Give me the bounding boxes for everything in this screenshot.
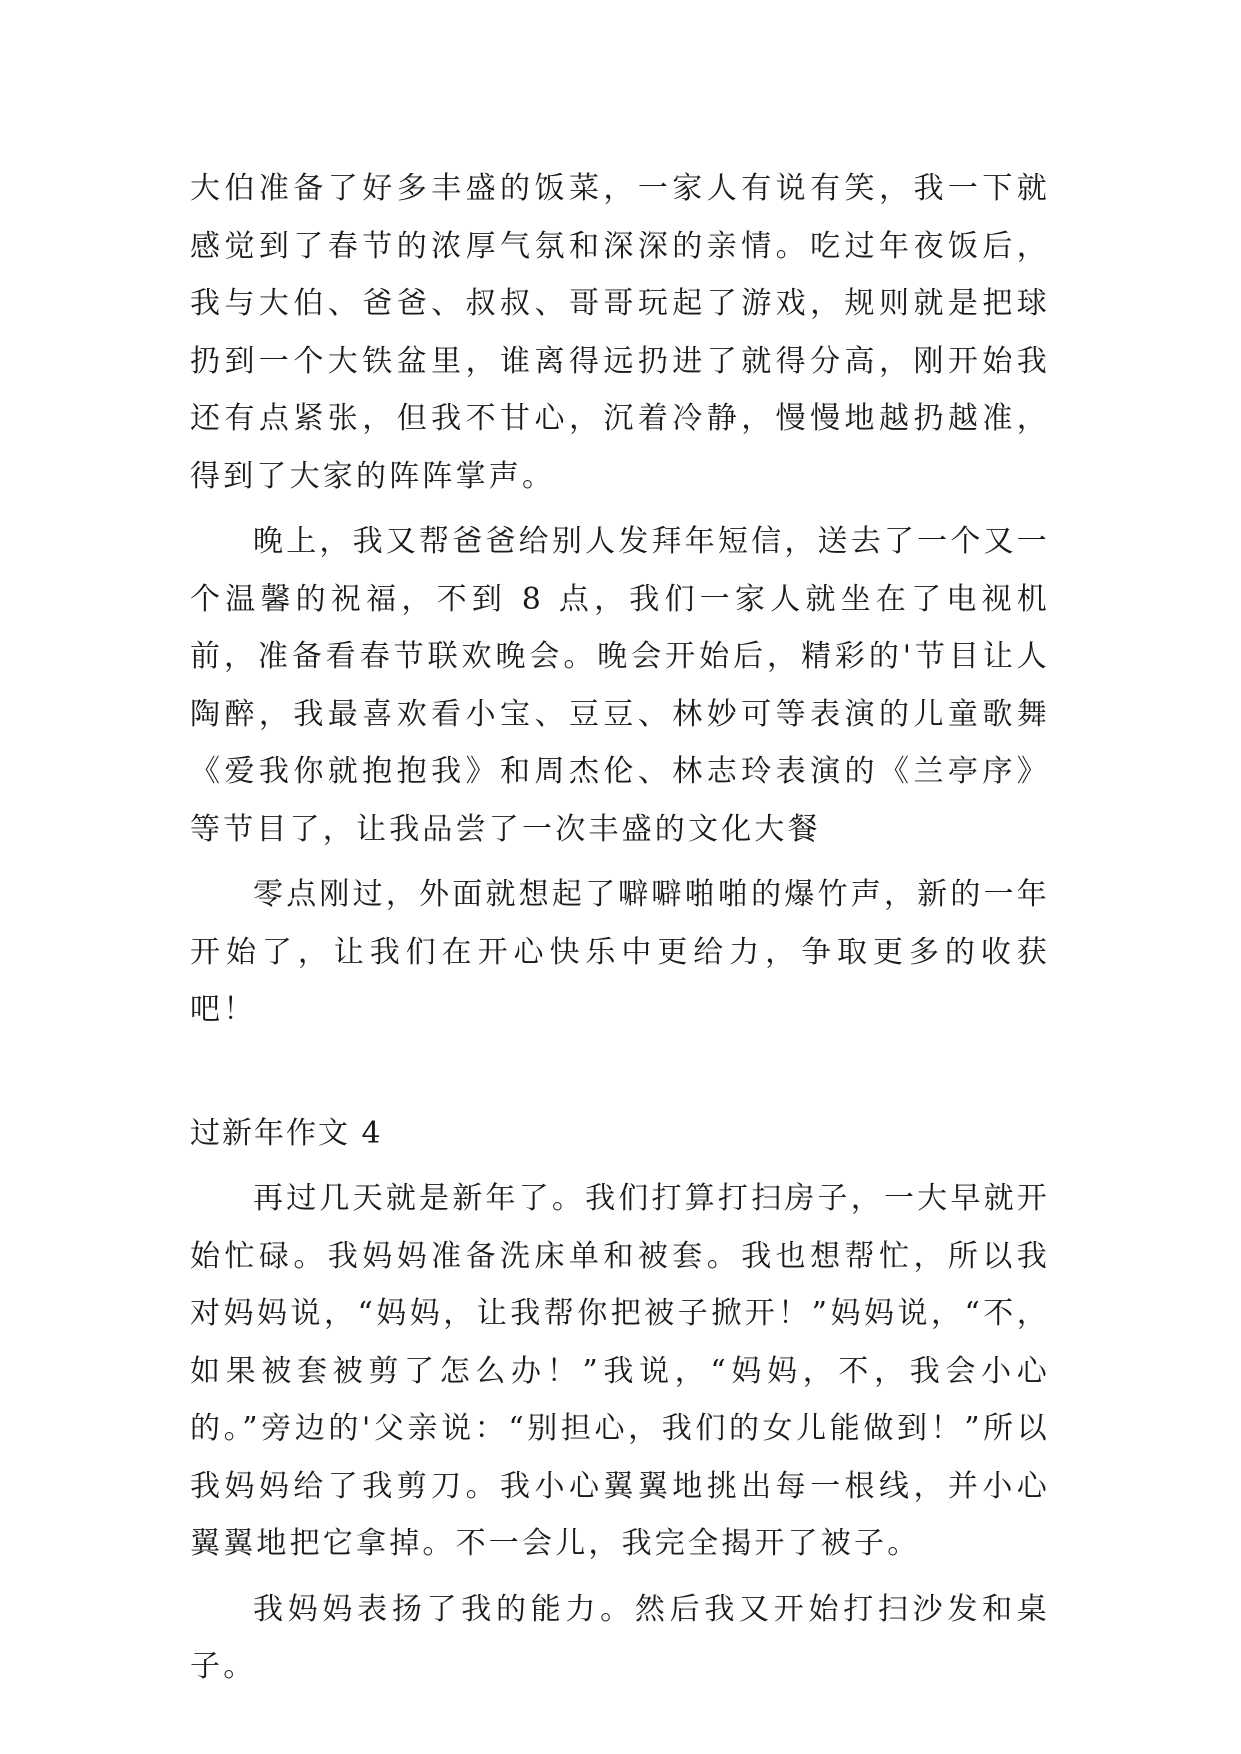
paragraph-midnight: 零点刚过，外面就想起了噼噼啪啪的爆竹声，新的一年开始了，让我们在开心快乐中更给力，争取更多的收获吧！ [190,877,1050,1027]
document-body [190,160,1050,1704]
paragraph-dinner: 大伯准备了好多丰盛的饭菜，一家人有说有笑，我一下就感觉到了春节的浓厚气氛和深深的亲情。吃过年夜饭后，我与大伯、爸爸、叔叔、哥哥玩起了游戏，规则就是把球扔到一个大铁盆里，谁离得远扔进了就得分高，刚开始我还有点紧张，但我不甘心，沉着冷静，慢慢地越扔越准，得到了大家的阵阵掌声。 [190,171,1050,494]
paragraph-praise: 我妈妈表扬了我的能力。然后我又开始打扫沙发和桌子。 [190,1591,1050,1684]
paragraph-cleaning: 再过几天就是新年了。我们打算打扫房子，一大早就开始忙碌。我妈妈准备洗床单和被套。我也想帮忙，所以我对妈妈说，“妈妈，让我帮你把被子掀开！”妈妈说，“不，如果被套被剪了怎么办！”我说，“妈妈，不，我会小心的。”旁边的'父亲说：“别担心，我们的女儿能做到！”所以我妈妈给了我剪刀。我小心翼翼地挑出每一根线，并小心翼翼地把它拿掉。不一会儿，我完全揭开了被子。 [190,1181,1050,1561]
paragraph-gala: 晚上，我又帮爸爸给别人发拜年短信，送去了一个又一个温馨的祝福，不到 8 点，我们一家人就坐在了电视机前，准备看春节联欢晚会。晚会开始后，精彩的'节目让人陶醉，我最喜欢看小宝、豆豆、林妙可等表演的儿童歌舞《爱我你就抱抱我》和周杰伦、林志玲表演的《兰亭序》等节目了，让我品尝了一次丰盛的文化大餐 [190,524,1050,847]
section-title: 过新年作文 4 [190,1115,383,1151]
